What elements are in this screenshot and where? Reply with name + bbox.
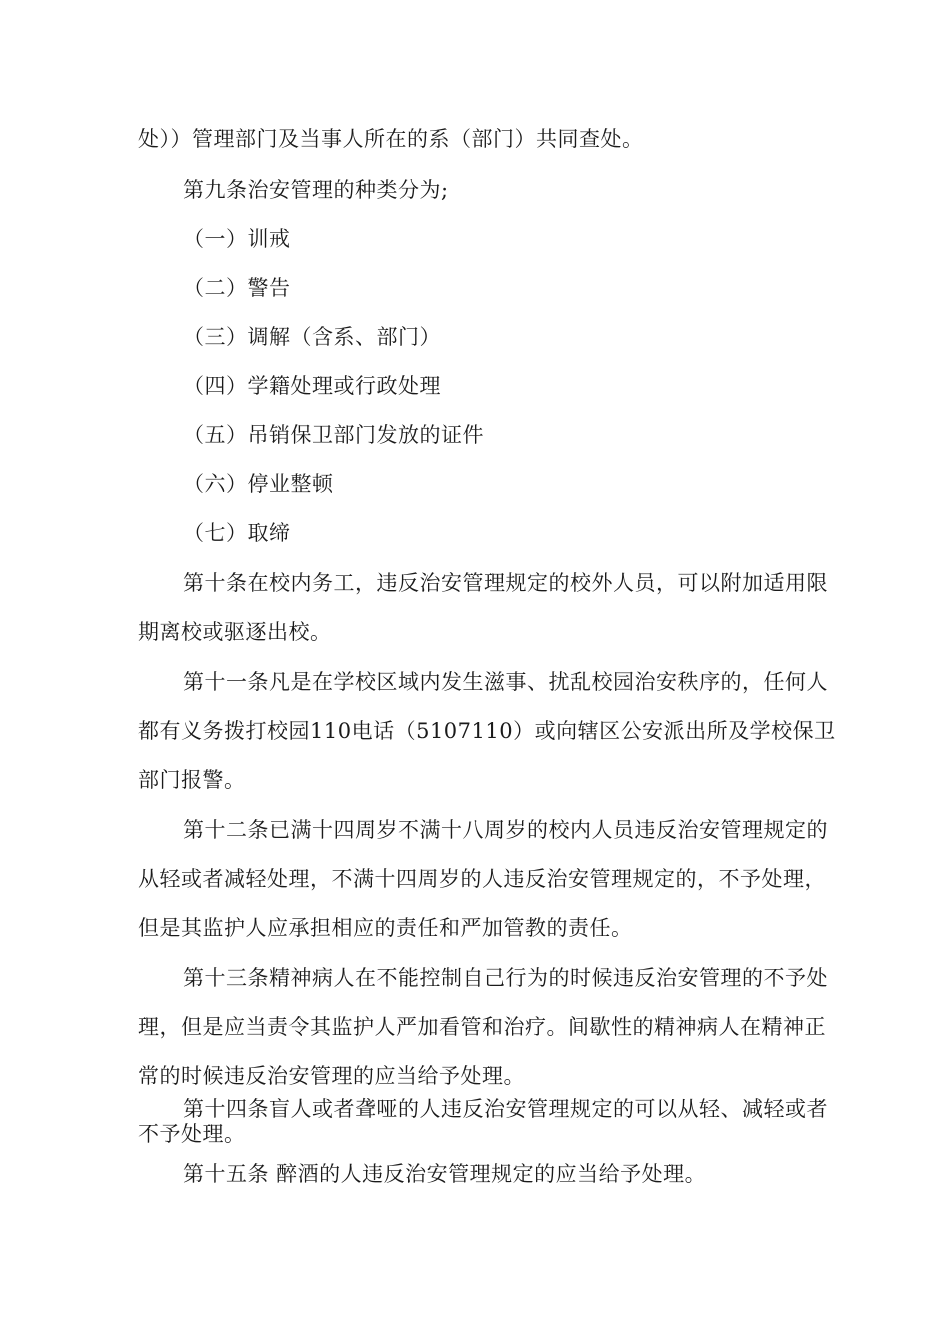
list-item: （七）取缔 xyxy=(183,521,291,545)
paragraph-line: 理，但是应当责令其监护人严加看管和治疗。间歇性的精神病人在精神正 xyxy=(138,1015,826,1039)
list-item: （六）停业整顿 xyxy=(183,472,334,496)
paragraph-line: 从轻或者减轻处理，不满十四周岁的人违反治安管理规定的，不予处理， xyxy=(138,867,826,891)
paragraph-line: 期离校或驱逐出校。 xyxy=(138,620,332,644)
paragraph-line: 处））管理部门及当事人所在的系（部门）共同查处。 xyxy=(138,127,644,151)
list-item: （三）调解（含系、部门） xyxy=(183,325,441,349)
paragraph-line: 部门报警。 xyxy=(138,768,246,792)
list-item: （二）警告 xyxy=(183,276,291,300)
paragraph-line: 第九条治安管理的种类分为; xyxy=(183,178,449,202)
paragraph-line: 第十条在校内务工，违反治安管理规定的校外人员，可以附加适用限 xyxy=(183,571,828,595)
paragraph-line: 第十三条精神病人在不能控制自己行为的时候违反治安管理的不予处 xyxy=(183,966,828,990)
list-item: （四）学籍处理或行政处理 xyxy=(183,374,441,398)
paragraph-line: 第十四条盲人或者聋哑的人违反治安管理规定的可以从轻、减轻或者 xyxy=(183,1097,828,1121)
paragraph-line: 第十五条 醉酒的人违反治安管理规定的应当给予处理。 xyxy=(183,1162,707,1186)
paragraph-line: 第十二条已满十四周岁不满十八周岁的校内人员违反治安管理规定的 xyxy=(183,818,828,842)
paragraph-line: 第十一条凡是在学校区域内发生滋事、扰乱校园治安秩序的，任何人 xyxy=(183,670,828,694)
paragraph-line: 都有义务拨打校园110电话（5107110）或向辖区公安派出所及学校保卫 xyxy=(138,719,836,743)
list-item: （一）训戒 xyxy=(183,227,291,251)
list-item: （五）吊销保卫部门发放的证件 xyxy=(183,423,484,447)
paragraph-line: 常的时候违反治安管理的应当给予处理。 xyxy=(138,1064,525,1088)
paragraph-line: 不予处理。 xyxy=(138,1122,246,1146)
paragraph-line: 但是其监护人应承担相应的责任和严加管教的责任。 xyxy=(138,916,633,940)
